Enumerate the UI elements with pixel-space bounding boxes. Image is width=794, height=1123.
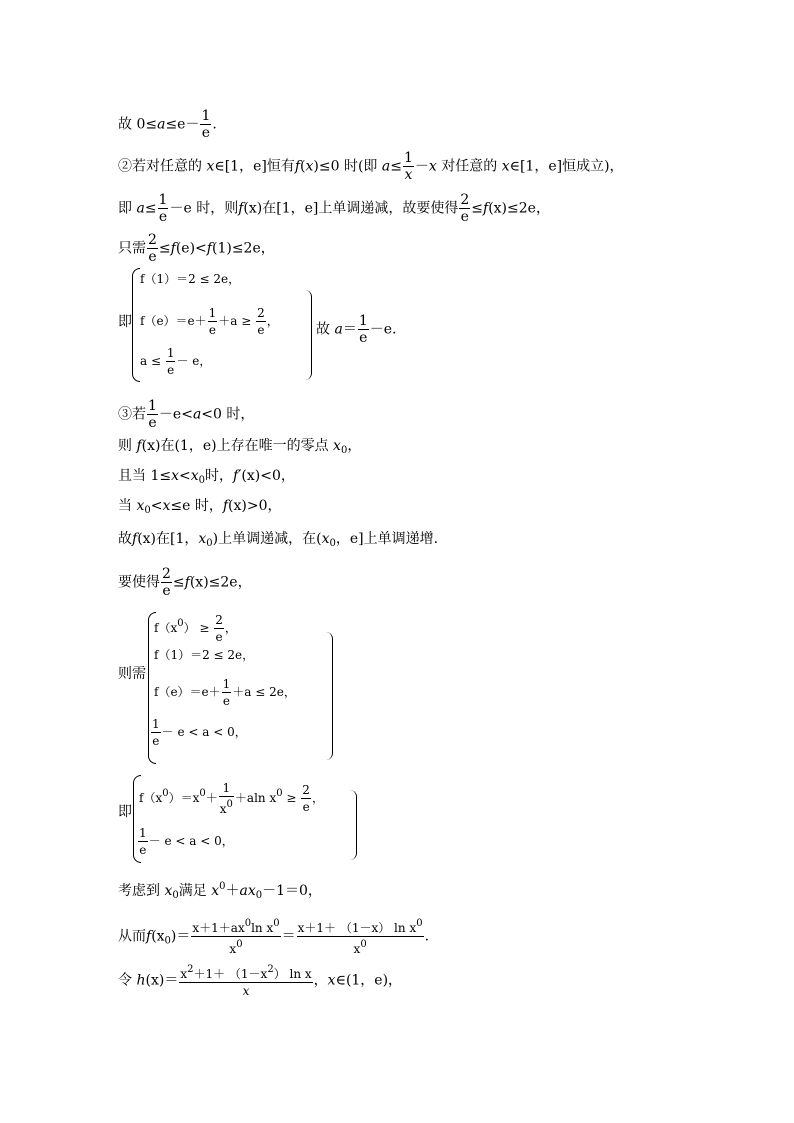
- line-6: 则 f(x)在(1，e)上存在唯一的零点 $x_0$，: [118, 438, 362, 456]
- sys2-row4: $\frac{1}{e}$ － e < a < 0，: [152, 717, 247, 748]
- sys2-row3: f（e）＝e＋ $\frac{1}{e}$ ＋a ≤ 2e，: [154, 677, 296, 708]
- right-bracket: [326, 632, 333, 760]
- line-5: ③若 $\frac{1}{e}$ －e<a<0 时，: [118, 398, 255, 431]
- line-8: 当 $x_0<x\le e$ 时，f(x)>0，: [118, 498, 282, 516]
- line-10: 要使得 $\frac{2}{e}$ ≤f(x)≤2e，: [118, 566, 252, 599]
- sys1-row1: f（1）＝2 ≤ 2e，: [140, 272, 241, 286]
- line-12: 从而$f(x_0)=$ $\frac{x+1+ax^0\ln x^0}{x^0}$ ＝ $\frac{x+1+ (1-x) \ln x^0}{x^0}$ .: [118, 918, 430, 956]
- fraction: $\frac{1}{e}$: [201, 108, 211, 141]
- line-3: 即 a≤ $\frac{1}{e}$ －e 时，则f(x)在[1，e]上单调递减，故要使得 $\frac{2}{e}$ ≤f(x)≤2e，: [118, 192, 550, 225]
- sys3-row1: $f(x^0)=x^0+$ $\frac{1}{x^0}$ ＋aln $x^0$ ≥ $\frac{2}{e}$ ，: [139, 781, 324, 816]
- sys3-row2: $\frac{1}{e}$ － e < a < 0，: [139, 826, 234, 857]
- line-2: ②若对任意的 x∈[1，e]恒有f(x)≤0 时(即 a≤ $\frac{1}{x}$ －x 对任意的 x∈[1，e]恒成立)，: [118, 150, 624, 183]
- right-bracket: [305, 290, 312, 380]
- sys2-row2: f（1）＝2 ≤ 2e，: [154, 648, 255, 662]
- right-bracket: [350, 790, 357, 860]
- line-13: 令 h(x)＝ $\frac{x^2+1+ (1-x^2) \ln x}{x}$ ，x∈(1，e)，: [118, 964, 403, 998]
- fraction: $\frac{x+1+ (1-x) \ln x^0}{x^0}$: [297, 918, 423, 956]
- sys1-conclusion: 故 a＝ $\frac{1}{e}$ －e.: [316, 313, 397, 346]
- line-9: 故f(x)在[1，$x_0$)上单调递减，在($x_0$，e]上单调递增.: [118, 531, 439, 549]
- fraction: $\frac{x+1+ax^0\ln x^0}{x^0}$: [192, 918, 280, 956]
- fraction: $\frac{2}{e}$: [460, 192, 470, 225]
- fraction: $\frac{x^2+1+ (1-x^2) \ln x}{x}$: [180, 964, 312, 998]
- line-1: 故 0≤a≤e－ $\frac{1}{e}$ .: [118, 108, 217, 141]
- line-11: 考虑到 $x_0$满足 $x^0+ax_0-1=0$，: [118, 881, 322, 901]
- line-4: 只需 $\frac{2}{e}$ ≤f(e)<f(1)≤2e，: [118, 232, 275, 265]
- sys1-row2: f（e）＝e＋ $\frac{1}{e}$ ＋a ≥ $\frac{2}{e}$ ，: [140, 306, 279, 337]
- sys1-row3: a ≤ $\frac{1}{e}$ － e，: [140, 346, 212, 377]
- sys2-row1: $f(x^0)$ ≥ $\frac{2}{e}$ ，: [154, 613, 237, 644]
- fraction: $\frac{2}{e}$: [148, 232, 157, 265]
- line-7: 且当 $1\le x<x_0$时，f′(x)<0，: [118, 468, 295, 486]
- fraction: $\frac{1}{x}$: [403, 150, 413, 183]
- fraction: $\frac{1}{e}$: [158, 192, 168, 225]
- left-brace: [132, 268, 140, 382]
